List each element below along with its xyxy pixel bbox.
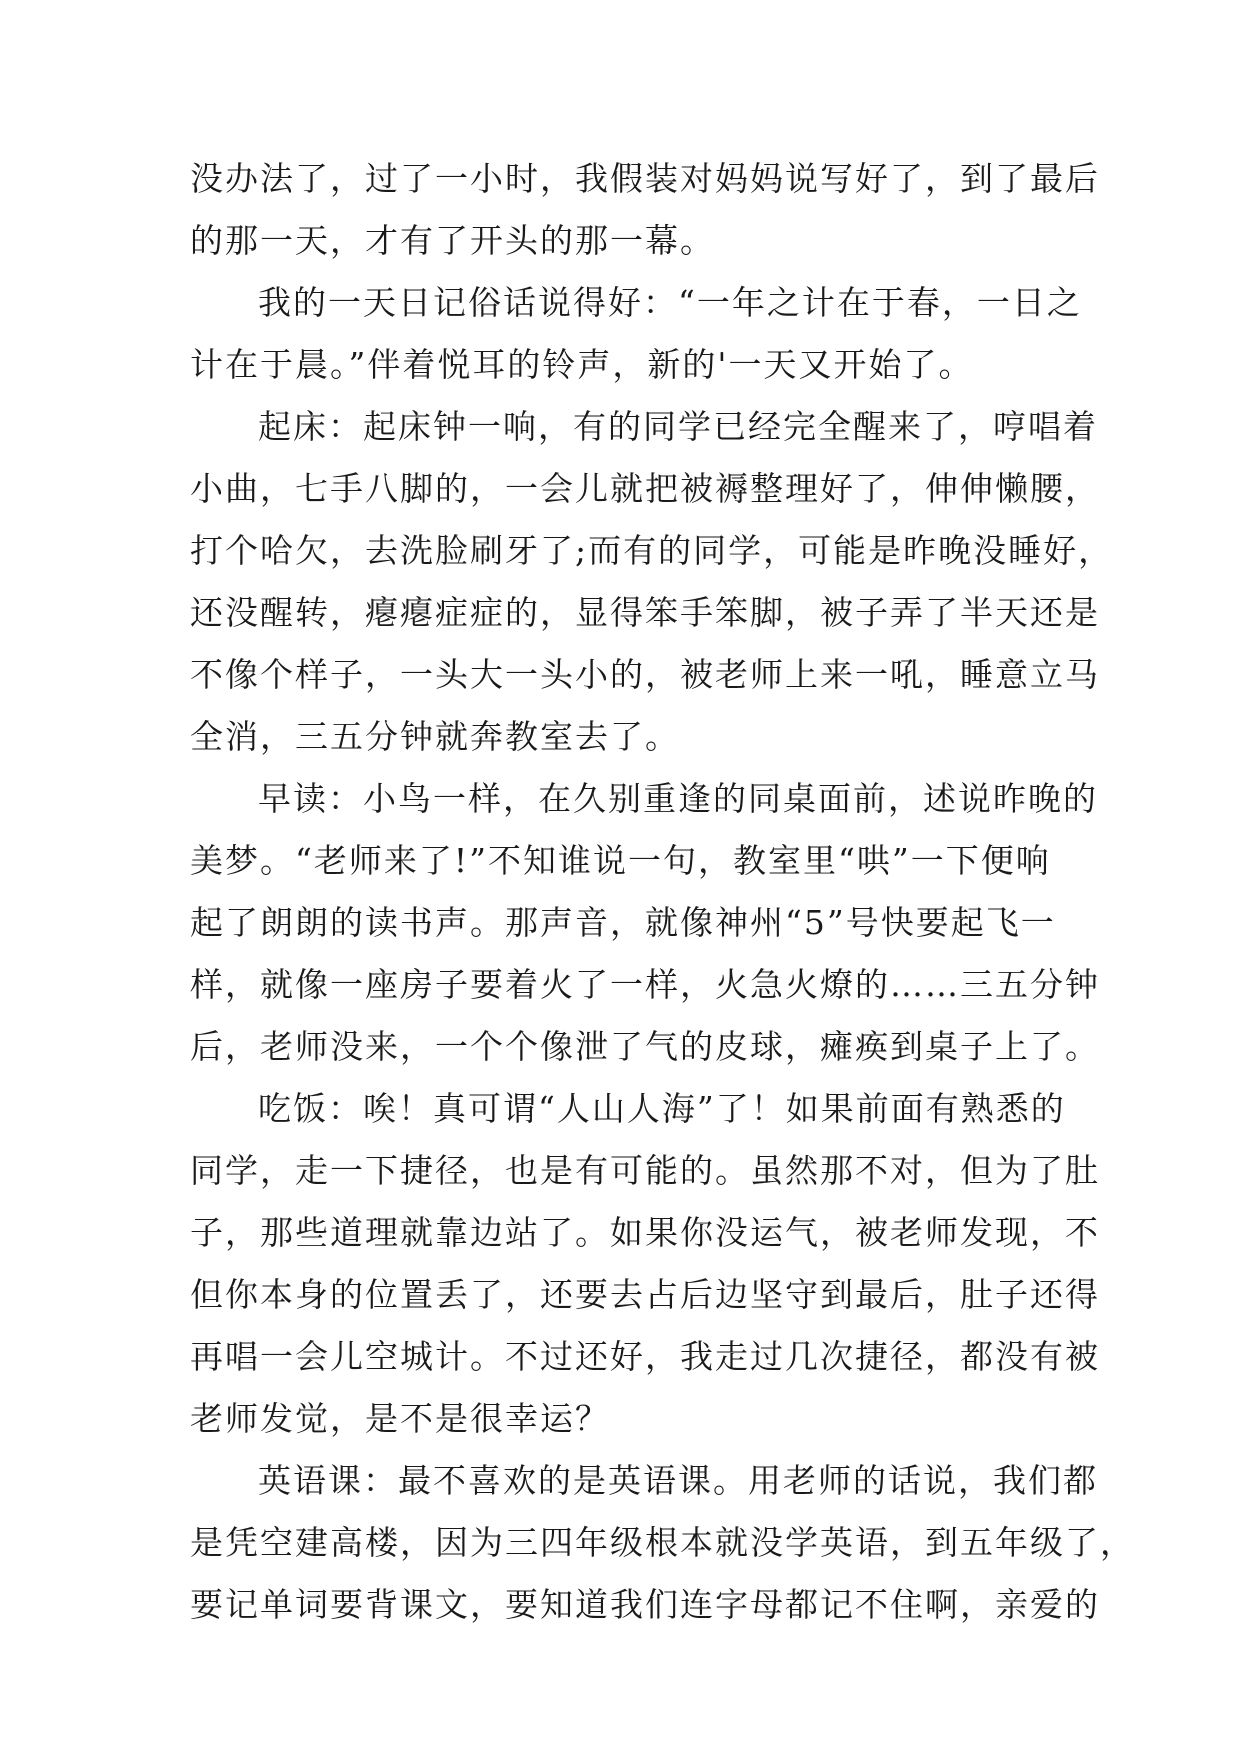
text-line: 小曲，七手八脚的，一会儿就把被褥整理好了，伸伸懒腰， — [190, 469, 1100, 508]
paragraph — [190, 148, 1100, 272]
text-line: 我的一天日记俗话说得好：“一年之计在于春，一日之 — [258, 283, 1082, 322]
text-line: 美梦。“老师来了!”不知谁说一句，教室里“哄”一下便响 — [190, 841, 1051, 880]
text-line: 要记单词要背课文，要知道我们连字母都记不住啊，亲爱的 — [190, 1585, 1100, 1624]
paragraph — [190, 272, 1082, 396]
paragraph — [190, 768, 1100, 1078]
text-line: 打个哈欠，去洗脸刷牙了;而有的同学，可能是昨晚没睡好， — [190, 531, 1114, 570]
text-line: 还没醒转，瘪瘪症症的，显得笨手笨脚，被子弄了半天还是 — [190, 593, 1100, 632]
text-line: 全消，三五分钟就奔教室去了。 — [190, 717, 680, 756]
text-line: 再唱一会儿空城计。不过还好，我走过几次捷径，都没有被 — [190, 1337, 1100, 1376]
paragraph — [190, 1450, 1135, 1636]
text-line: 是凭空建高楼，因为三四年级根本就没学英语，到五年级了， — [190, 1523, 1135, 1562]
text-line: 计在于晨。”伴着悦耳的铃声，新的'一天又开始了。 — [190, 345, 974, 384]
paragraph — [190, 396, 1114, 768]
text-line: 同学，走一下捷径，也是有可能的。虽然那不对，但为了肚 — [190, 1151, 1100, 1190]
text-line: 老师发觉，是不是很幸运？ — [190, 1399, 610, 1438]
text-line: 起床：起床钟一响，有的同学已经完全醒来了，哼唱着 — [258, 407, 1098, 446]
text-line: 样，就像一座房子要着火了一样，火急火燎的……三五分钟 — [190, 965, 1100, 1004]
document-body — [190, 148, 1135, 1636]
text-line: 的那一天，才有了开头的那一幕。 — [190, 221, 715, 260]
text-line: 但你本身的位置丢了，还要去占后边坚守到最后，肚子还得 — [190, 1275, 1100, 1314]
text-line: 不像个样子，一头大一头小的，被老师上来一吼，睡意立马 — [190, 655, 1100, 694]
text-line: 没办法了，过了一小时，我假装对妈妈说写好了，到了最后 — [190, 159, 1100, 198]
text-line: 起了朗朗的读书声。那声音，就像神州“5”号快要起飞一 — [190, 903, 1056, 942]
text-line: 英语课：最不喜欢的是英语课。用老师的话说，我们都 — [258, 1461, 1098, 1500]
text-line: 后，老师没来，一个个像泄了气的皮球，瘫痪到桌子上了。 — [190, 1027, 1100, 1066]
text-line: 子，那些道理就靠边站了。如果你没运气，被老师发现，不 — [190, 1213, 1100, 1252]
text-line: 吃饭：唉！真可谓“人山人海”了！如果前面有熟悉的 — [258, 1089, 1066, 1128]
paragraph — [190, 1078, 1100, 1450]
text-line: 早读：小鸟一样，在久别重逢的同桌面前，述说昨晚的 — [258, 779, 1098, 818]
